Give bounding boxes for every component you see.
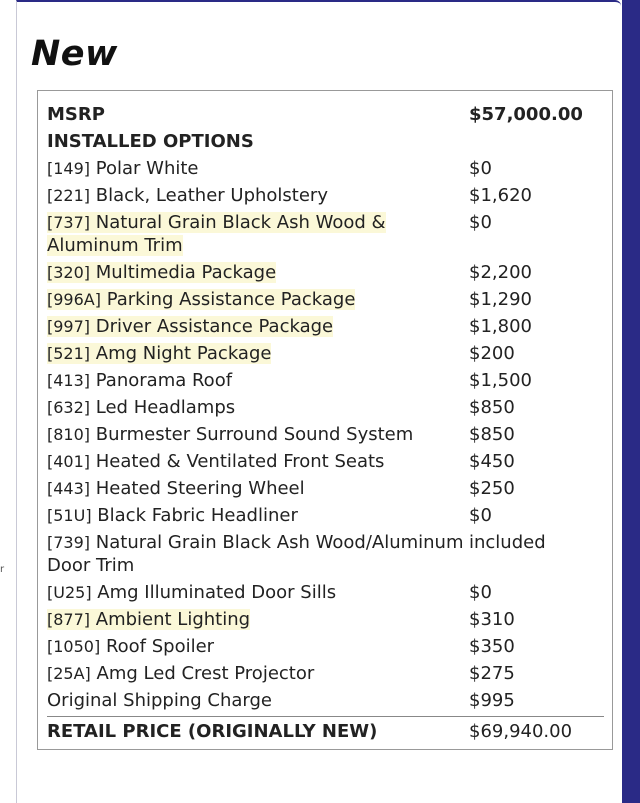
option-name: Led Headlamps [95, 397, 236, 418]
option-price: $0 [469, 505, 492, 526]
option-name: Driver Assistance Package [95, 316, 334, 337]
option-code: [25A] [47, 664, 91, 683]
option-code: [810] [47, 425, 91, 444]
option-text [47, 451, 384, 472]
option-name: Ambient Lighting [95, 609, 251, 630]
option-name: Polar White [95, 158, 199, 179]
option-price: $0 [469, 158, 492, 179]
option-text [47, 663, 314, 684]
option-row [47, 313, 604, 340]
option-row [47, 606, 604, 633]
option-price: $850 [469, 424, 515, 445]
right-accent-bar [622, 0, 640, 803]
option-label [47, 369, 469, 392]
option-label [47, 211, 469, 257]
option-text [47, 609, 250, 630]
option-label [47, 423, 469, 446]
option-price: $250 [469, 478, 515, 499]
option-row [47, 448, 604, 475]
option-row [47, 394, 604, 421]
msrp-label: MSRP [47, 104, 105, 125]
option-code: [877] [47, 610, 91, 629]
option-text [47, 262, 276, 283]
option-code: [1050] [47, 637, 101, 656]
option-text [47, 424, 413, 445]
option-label [47, 477, 469, 500]
option-label [47, 396, 469, 419]
option-text [47, 478, 305, 499]
option-price: $1,620 [469, 185, 532, 206]
option-code: [221] [47, 186, 91, 205]
options-list [47, 155, 604, 687]
option-name: Heated & Ventilated Front Seats [95, 451, 385, 472]
option-price: $850 [469, 397, 515, 418]
option-price: $310 [469, 609, 515, 630]
option-code: [401] [47, 452, 91, 471]
option-name: Burmester Surround Sound System [95, 424, 414, 445]
option-code: [997] [47, 317, 91, 336]
installed-options-label: INSTALLED OPTIONS [47, 131, 254, 152]
edge-mark: r [0, 564, 5, 575]
option-text [47, 343, 271, 364]
option-name: Panorama Roof [95, 370, 233, 391]
option-price: $0 [469, 212, 492, 233]
option-price: $2,200 [469, 262, 532, 283]
shipping-label: Original Shipping Charge [47, 690, 272, 711]
option-code: [996A] [47, 290, 101, 309]
option-row [47, 182, 604, 209]
option-label [47, 184, 469, 207]
option-row [47, 155, 604, 182]
option-label [47, 315, 469, 338]
option-price: $200 [469, 343, 515, 364]
vehicle-card [16, 0, 621, 803]
shipping-row [47, 687, 604, 714]
option-name: Black, Leather Upholstery [95, 185, 328, 206]
option-text [47, 532, 464, 576]
option-name: Multimedia Package [95, 262, 277, 283]
option-code: [413] [47, 371, 91, 390]
option-code: [149] [47, 159, 91, 178]
option-price: $1,800 [469, 316, 532, 337]
option-row [47, 286, 604, 313]
option-price: $275 [469, 663, 515, 684]
option-row [47, 367, 604, 394]
option-price: $1,290 [469, 289, 532, 310]
msrp-row [47, 101, 604, 128]
option-text [47, 158, 198, 179]
option-text [47, 505, 298, 526]
option-label [47, 450, 469, 473]
installed-options-header [47, 128, 604, 155]
option-code: [U25] [47, 583, 92, 602]
option-name: Natural Grain Black Ash Wood & Aluminum Trim [47, 212, 386, 256]
option-code: [632] [47, 398, 91, 417]
option-code: [51U] [47, 506, 92, 525]
option-name: Parking Assistance Package [106, 289, 356, 310]
option-text [47, 316, 333, 337]
shipping-value: $995 [469, 690, 515, 711]
option-name: Amg Illuminated Door Sills [97, 582, 337, 603]
option-text [47, 636, 214, 657]
option-row [47, 209, 604, 259]
total-row [47, 716, 604, 745]
option-label [47, 608, 469, 631]
option-row [47, 502, 604, 529]
option-code: [443] [47, 479, 91, 498]
option-name: Roof Spoiler [105, 636, 215, 657]
option-name: Amg Led Crest Projector [96, 663, 315, 684]
option-price: $350 [469, 636, 515, 657]
window-sticker [37, 90, 613, 750]
option-text [47, 370, 232, 391]
option-row [47, 475, 604, 502]
option-price: $0 [469, 582, 492, 603]
option-price: $450 [469, 451, 515, 472]
option-text [47, 185, 328, 206]
option-label [47, 531, 469, 577]
option-text [47, 397, 235, 418]
option-text [47, 289, 355, 310]
option-label [47, 504, 469, 527]
option-label [47, 288, 469, 311]
left-page-edge [0, 0, 17, 803]
option-code: [739] [47, 533, 91, 552]
option-label [47, 635, 469, 658]
option-name: Amg Night Package [95, 343, 272, 364]
option-label [47, 157, 469, 180]
option-row [47, 633, 604, 660]
option-price: included [469, 532, 546, 553]
option-row [47, 579, 604, 606]
option-code: [320] [47, 263, 91, 282]
total-label: RETAIL PRICE (ORIGINALLY NEW) [47, 721, 378, 742]
option-label [47, 581, 469, 604]
option-text [47, 582, 336, 603]
option-name: Natural Grain Black Ash Wood/Aluminum Door Trim [47, 532, 464, 576]
option-row [47, 421, 604, 448]
total-value: $69,940.00 [469, 721, 573, 742]
option-price: $1,500 [469, 370, 532, 391]
option-label [47, 261, 469, 284]
option-code: [737] [47, 213, 91, 232]
msrp-value: $57,000.00 [469, 104, 583, 125]
option-row [47, 340, 604, 367]
option-label [47, 662, 469, 685]
option-row [47, 529, 604, 579]
option-label [47, 342, 469, 365]
condition-heading: New [31, 34, 118, 74]
option-text [47, 212, 386, 256]
option-name: Black Fabric Headliner [97, 505, 298, 526]
option-code: [521] [47, 344, 91, 363]
option-name: Heated Steering Wheel [95, 478, 305, 499]
option-row [47, 660, 604, 687]
option-row [47, 259, 604, 286]
